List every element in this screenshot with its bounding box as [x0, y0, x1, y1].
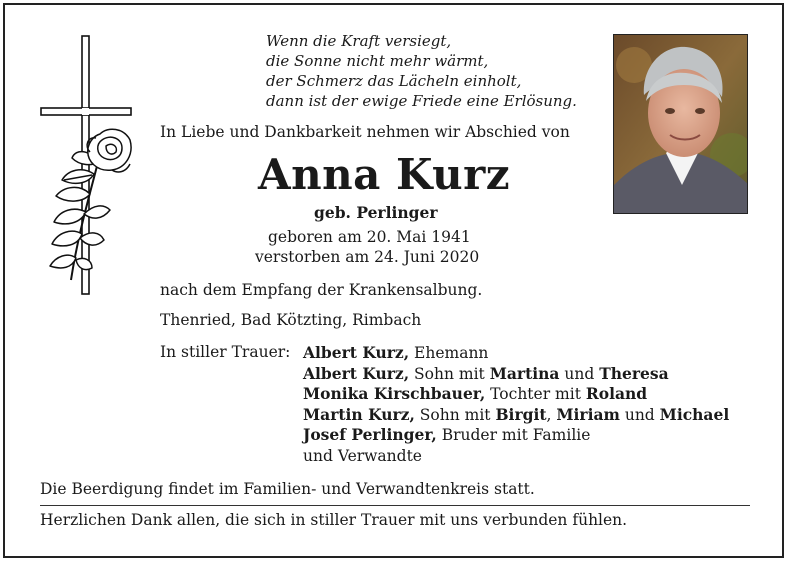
- divider: [40, 505, 750, 506]
- mourner-segment: Bruder mit Familie: [436, 426, 591, 445]
- poem: [266, 31, 577, 111]
- mourner-segment: Roland: [585, 384, 648, 404]
- mourner-segment: Theresa: [599, 363, 669, 383]
- birth-name: geb. Perlinger: [314, 203, 438, 222]
- mourner-segment: Michael: [659, 404, 730, 424]
- mourner-segment: Ehemann: [409, 344, 489, 362]
- mourner-segment: Martina: [489, 363, 560, 383]
- birth-date: geboren am 20. Mai 1941: [268, 228, 471, 246]
- mourner-segment: und: [619, 405, 660, 424]
- mourner-segment: Birgit: [495, 404, 547, 424]
- mourner-segment: Josef Perlinger,: [303, 425, 437, 445]
- mourner-segment: Sohn mit: [409, 364, 490, 383]
- poem-line: dann ist der ewige Friede eine Erlösung.: [266, 92, 577, 110]
- mourner-segment: ,: [546, 405, 557, 424]
- portrait-photo: [613, 34, 748, 214]
- mourner-line: [303, 405, 729, 426]
- poem-line: Wenn die Kraft versiegt,: [266, 32, 452, 50]
- poem-line: die Sonne nicht mehr wärmt,: [266, 52, 489, 70]
- mourner-segment: und: [559, 364, 600, 383]
- mourner-line: [303, 343, 729, 364]
- mourner-line: [303, 364, 729, 385]
- mourner-segment: Tochter mit: [485, 385, 586, 404]
- poem-line: der Schmerz das Lächeln einholt,: [266, 72, 522, 90]
- mourner-segment: Monika Kirschbauer,: [303, 384, 486, 404]
- mourner-segment: Albert Kurz,: [303, 343, 410, 362]
- cross-with-rose-icon: [38, 34, 136, 298]
- mourners-label: In stiller Trauer:: [160, 343, 291, 361]
- mourner-segment: Albert Kurz,: [303, 363, 410, 383]
- thanks-text: Herzlichen Dank allen, die sich in stiller Trauer mit uns verbunden fühlen.: [40, 511, 628, 529]
- mourner-segment: Martin Kurz,: [303, 404, 415, 424]
- mourner-line: [303, 446, 729, 467]
- intro-text: In Liebe und Dankbarkeit nehmen wir Abschied von: [160, 123, 570, 141]
- mourners-list: [303, 343, 729, 467]
- mourner-segment: und Verwandte: [303, 446, 422, 465]
- mourner-segment: Miriam: [556, 404, 620, 424]
- places-text: Thenried, Bad Kötzting, Rimbach: [160, 311, 422, 329]
- mourner-line: [303, 425, 729, 446]
- deceased-name: Anna Kurz: [258, 150, 511, 199]
- death-date: verstorben am 24. Juni 2020: [255, 248, 480, 266]
- mourner-segment: Sohn mit: [414, 405, 496, 424]
- mourner-line: [303, 384, 729, 405]
- sacrament-text: nach dem Empfang der Krankensalbung.: [160, 281, 483, 299]
- funeral-notice: Die Beerdigung findet im Familien- und Verwandtenkreis statt.: [40, 480, 535, 498]
